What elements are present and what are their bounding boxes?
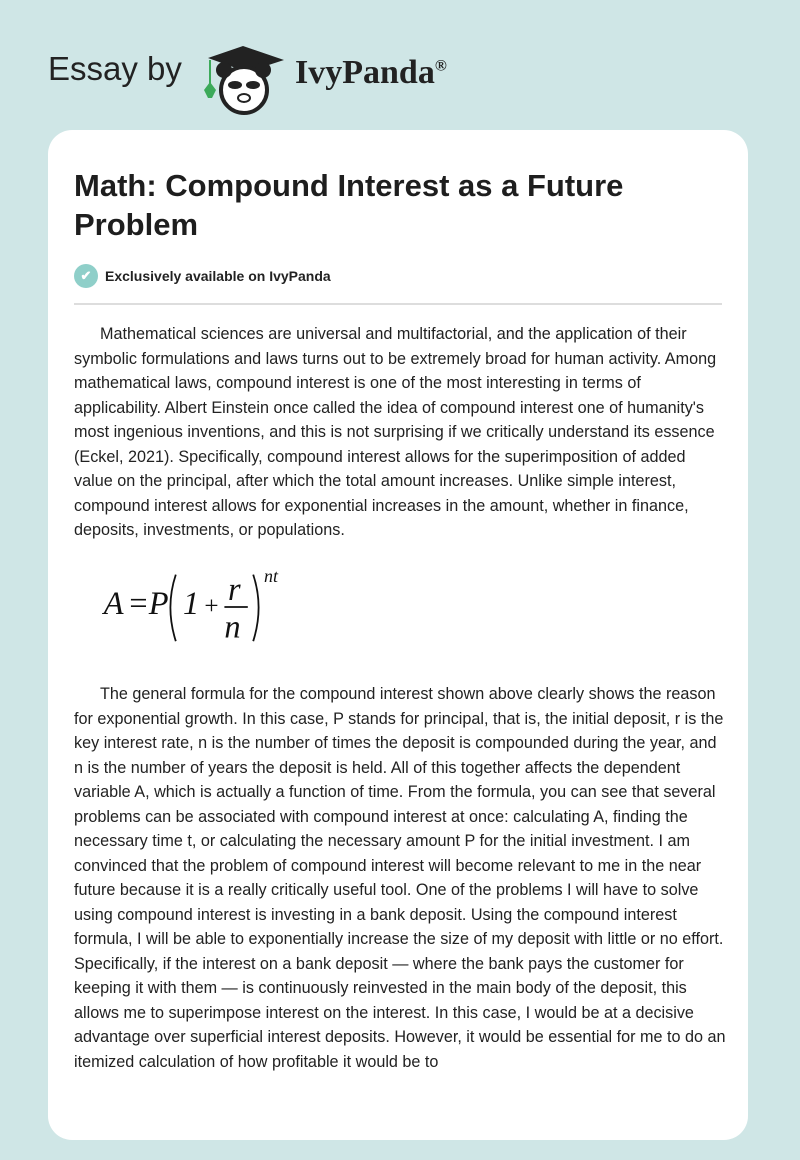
formula-a: A <box>103 586 124 623</box>
formula-n: n <box>224 609 241 646</box>
brand-text: IvyPanda <box>295 54 435 91</box>
formula-eq: = <box>127 586 150 623</box>
check-icon: ✔ <box>74 264 98 288</box>
formula-r: r <box>228 571 241 608</box>
exclusive-label: Exclusively available on IvyPanda <box>105 268 331 284</box>
registered-mark: ® <box>434 57 447 75</box>
exclusive-badge <box>74 264 331 288</box>
divider <box>74 303 722 305</box>
paragraph: The general formula for the compound interest shown above clearly shows the reason for exponential growth. In this case, P stands for principal, that is, the initial deposit, r is the key interest rate, n is the number of times the deposit is compounded during the year, and n is the number of years the deposit is held. All of this together affects the dependent variable A, which is actually a function of time. From the formula, you can see that several problems can be associated with compound interest at once: calculating A, finding the necessary time t, or calculating the necessary amount P for the initial investment. I am convinced that the problem of compound interest will become relevant to me in the near future because it is a really critically useful tool. One of the problems I will have to solve using compound interest is investing in a bank deposit. Using the compound interest formula, I will be able to exponentially increase the size of my deposit with little or no effort. Specifically, if the interest on a bank deposit — where the bank pays the customer for keeping it with them — is continuously reinvested in the main body of the deposit, this allows me to superimpose interest on the interest. In this case, I would be at a decisive advantage over superficial interest deposits. However, it would be essential for me to do an itemized calculation of how profitable it would be to <box>74 685 726 1071</box>
formula-plus: + <box>202 593 220 621</box>
paragraph: Mathematical sciences are universal and multifactorial, and the application of their symbolic formulations and laws turns out to be extremely broad for human activity. Among mathematical laws, compound interest is one of the most interesting in terms of applicability. Albert Einstein once called the idea of compound interest one of humanity's most ingenious inventions, and this is not surprising if we critically understand its essence (Eckel, 2021). Specifically, compound interest allows for the superimposition of added value on the principal, after which the total amount increases. Unlike simple interest, compound interest allows for exponential increases in the amount, whether in finance, deposits, investments, or populations. <box>74 325 717 539</box>
ivypanda-logo-icon[interactable] <box>200 46 286 116</box>
essay-card <box>48 130 748 1140</box>
formula-p: P <box>148 586 169 623</box>
compound-interest-formula <box>90 562 330 652</box>
essay-by-label: Essay by <box>48 50 182 87</box>
formula-exponent: nt <box>264 565 279 586</box>
site-header <box>0 32 800 102</box>
page-title: Math: Compound Interest as a Future Problem <box>74 168 624 242</box>
brand-name[interactable] <box>295 54 447 92</box>
formula-one: 1 <box>183 586 200 623</box>
